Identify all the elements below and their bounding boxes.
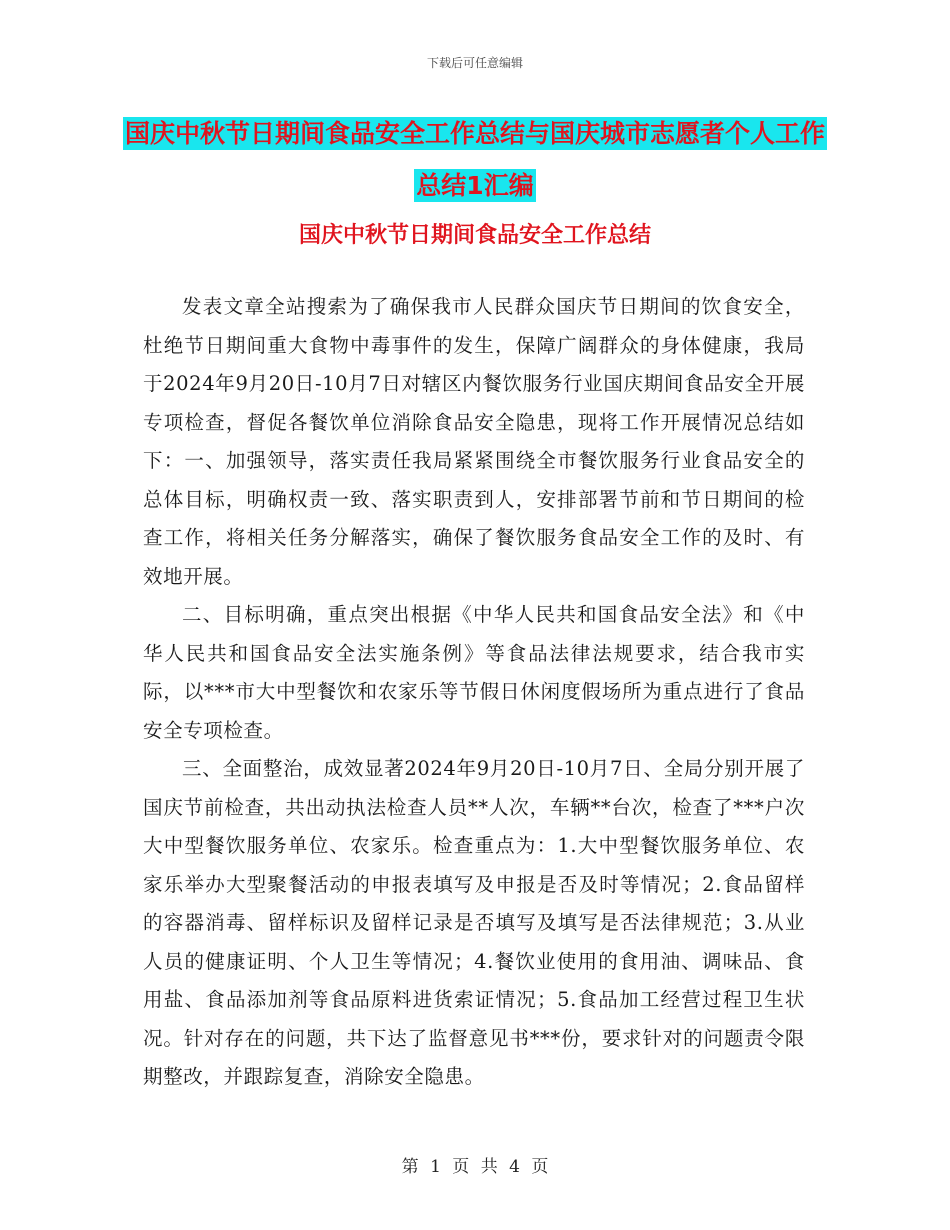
document-body — [143, 288, 805, 1097]
page-number-footer: 第 1 页 共 4 页 — [401, 1157, 549, 1177]
section-title: 国庆中秋节日期间食品安全工作总结 — [298, 223, 651, 248]
header-note: 下载后可任意编辑 — [426, 56, 523, 70]
paragraph: 二、目标明确，重点突出根据《中华人民共和国食品安全法》和《中华人民共和国食品安全法实施条例》等食品法律法规要求，结合我市实际，以***市大中型餐饮和农家乐等节假日休闲度假场所为重点进行了食品安全专项检查。 — [143, 603, 805, 742]
paragraph: 三、全面整治，成效显著2024年9月20日-10月7日、全局分别开展了国庆节前检查，共出动执法检查人员**人次，车辆**台次，检查了***户次大中型餐饮服务单位、农家乐。检查重点为：1.大中型餐饮服务单位、农家乐举办大型聚餐活动的申报表填写及申报是否及时等情况；2.食品留样的容器消毒、留样标识及留样记录是否填写及填写是否法律规范；3.从业人员的健康证明、个人卫生等情况；4.餐饮业使用的食用油、调味品、食用盐、食品添加剂等食品原料进货索证情况；5.食品加工经营过程卫生状况。针对存在的问题，共下达了监督意见书***份，要求针对的问题责令限期整改，并跟踪复查，消除安全隐患。 — [143, 757, 805, 1088]
document-title — [120, 108, 830, 212]
document-title-text: 国庆中秋节日期间食品安全工作总结与国庆城市志愿者个人工作总结1汇编 — [124, 119, 825, 200]
paragraph: 发表文章全站搜索为了确保我市人民群众国庆节日期间的饮食安全，杜绝节日期间重大食物中毒事件的发生，保障广阔群众的身体健康，我局于2024年9月20日-10月7日对辖区内餐饮服务行业国庆期间食品安全开展专项检查，督促各餐饮单位消除食品安全隐患，现将工作开展情况总结如下：一、加强领导，落实责任我局紧紧围绕全市餐饮服务行业食品安全的总体目标，明确权责一致、落实职责到人，安排部署节前和节日期间的检查工作，将相关任务分解落实，确保了餐饮服务食品安全工作的及时、有效地开展。 — [143, 295, 805, 588]
